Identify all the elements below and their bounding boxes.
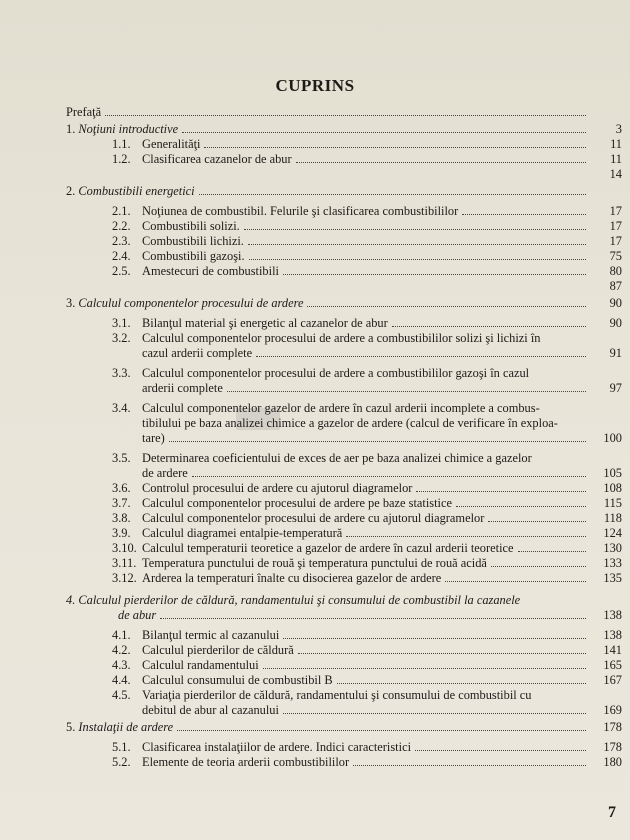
- table-of-contents: [66, 103, 622, 770]
- toc-entry: 2.2. Combustibili solizi. 17: [112, 219, 622, 233]
- toc-entry: 1.1. Generalităţi 11: [112, 137, 622, 151]
- toc-entry: 2.3. Combustibili lichizi. 17: [112, 234, 622, 248]
- bleed-through-text: [60, 0, 580, 70]
- toc-entry: 2. Combustibili energetici: [66, 184, 622, 199]
- toc-entry: 4.3. Calculul randamentului 165: [112, 658, 622, 672]
- toc-entry: 3.8. Calculul componentelor procesului de ardere cu ajutorul diagramelor 118: [112, 511, 622, 525]
- toc-entry: 5. Instalaţii de ardere 178: [66, 720, 622, 734]
- toc-entry: 1.2. Clasificarea cazanelor de abur 11: [112, 152, 622, 166]
- toc-entry: 3.9. Calculul diagramei entalpie-temperatură 124: [112, 526, 622, 540]
- page-title: CUPRINS: [275, 76, 355, 95]
- page-number: 7: [608, 804, 616, 821]
- toc-entry: 3.10. Calculul temperaturii teoretice a gazelor de ardere în cazul arderii teoretice 130: [112, 541, 622, 555]
- toc-entry: 5.2. Elemente de teoria arderii combustibililor 180: [112, 755, 622, 769]
- toc-entry: 3.2. Calculul componentelor procesului de ardere a combustibililor solizi şi lichizi în cazul arderii complete 91: [112, 331, 622, 360]
- toc-entry: 5.1. Clasificarea instalaţiilor de ardere. Indici caracteristici 178: [112, 740, 622, 754]
- toc-entry: 3.4. Calculul componentelor gazelor de ardere în cazul arderii incomplete a combus- tibilului pe baza analizei chimice a gazelor de ardere (calcul de verificare în exploa- tare) 100: [112, 401, 622, 445]
- toc-entry: 3.5. Determinarea coeficientului de exces de aer pe baza analizei chimice a gazelor de ardere 105: [112, 451, 622, 480]
- toc-entry: 4.1. Bilanţul termic al cazanului 138: [112, 628, 622, 642]
- toc-entry: 3.6. Controlul procesului de ardere cu ajutorul diagramelor 108: [112, 481, 622, 495]
- toc-entry: 4.4. Calculul consumului de combustibil B 167: [112, 673, 622, 687]
- toc-entry: 4.5. Variaţia pierderilor de căldură, randamentului şi consumului de combustibil cu debitul de abur al cazanului 169: [112, 688, 622, 717]
- toc-entry: 87: [609, 279, 622, 293]
- toc-entry: 3.3. Calculul componentelor procesului de ardere a combustibililor gazoşi în cazul arderii complete 97: [112, 366, 622, 395]
- toc-entry: 3.12. Arderea la temperaturi înalte cu disocierea gazelor de ardere 135: [112, 571, 622, 585]
- toc-entry: 2.1. Noţiunea de combustibil. Felurile şi clasificarea combustibililor 17: [112, 204, 622, 218]
- toc-entry: 4.2. Calculul pierderilor de căldură 141: [112, 643, 622, 657]
- toc-entry: 3. Calculul componentelor procesului de ardere 90: [66, 296, 622, 310]
- toc-entry: 1. Noţiuni introductive 3: [66, 122, 622, 136]
- toc-entry: Prefaţă: [66, 105, 622, 120]
- toc-entry: 3.7. Calculul componentelor procesului de ardere pe baze statistice 115: [112, 496, 622, 510]
- toc-entry: 2.5. Amestecuri de combustibili 80: [112, 264, 622, 278]
- toc-entry: 14: [609, 167, 622, 181]
- toc-entry: 2.4. Combustibili gazoşi. 75: [112, 249, 622, 263]
- toc-entry: 3.1. Bilanţul material şi energetic al cazanelor de abur 90: [112, 316, 622, 330]
- toc-entry: 3.11. Temperatura punctului de rouă şi temperatura punctului de rouă acidă 133: [112, 556, 622, 570]
- toc-entry: 4. Calculul pierderilor de căldură, randamentului şi consumului de combustibil la cazanele de abur 138: [66, 593, 622, 622]
